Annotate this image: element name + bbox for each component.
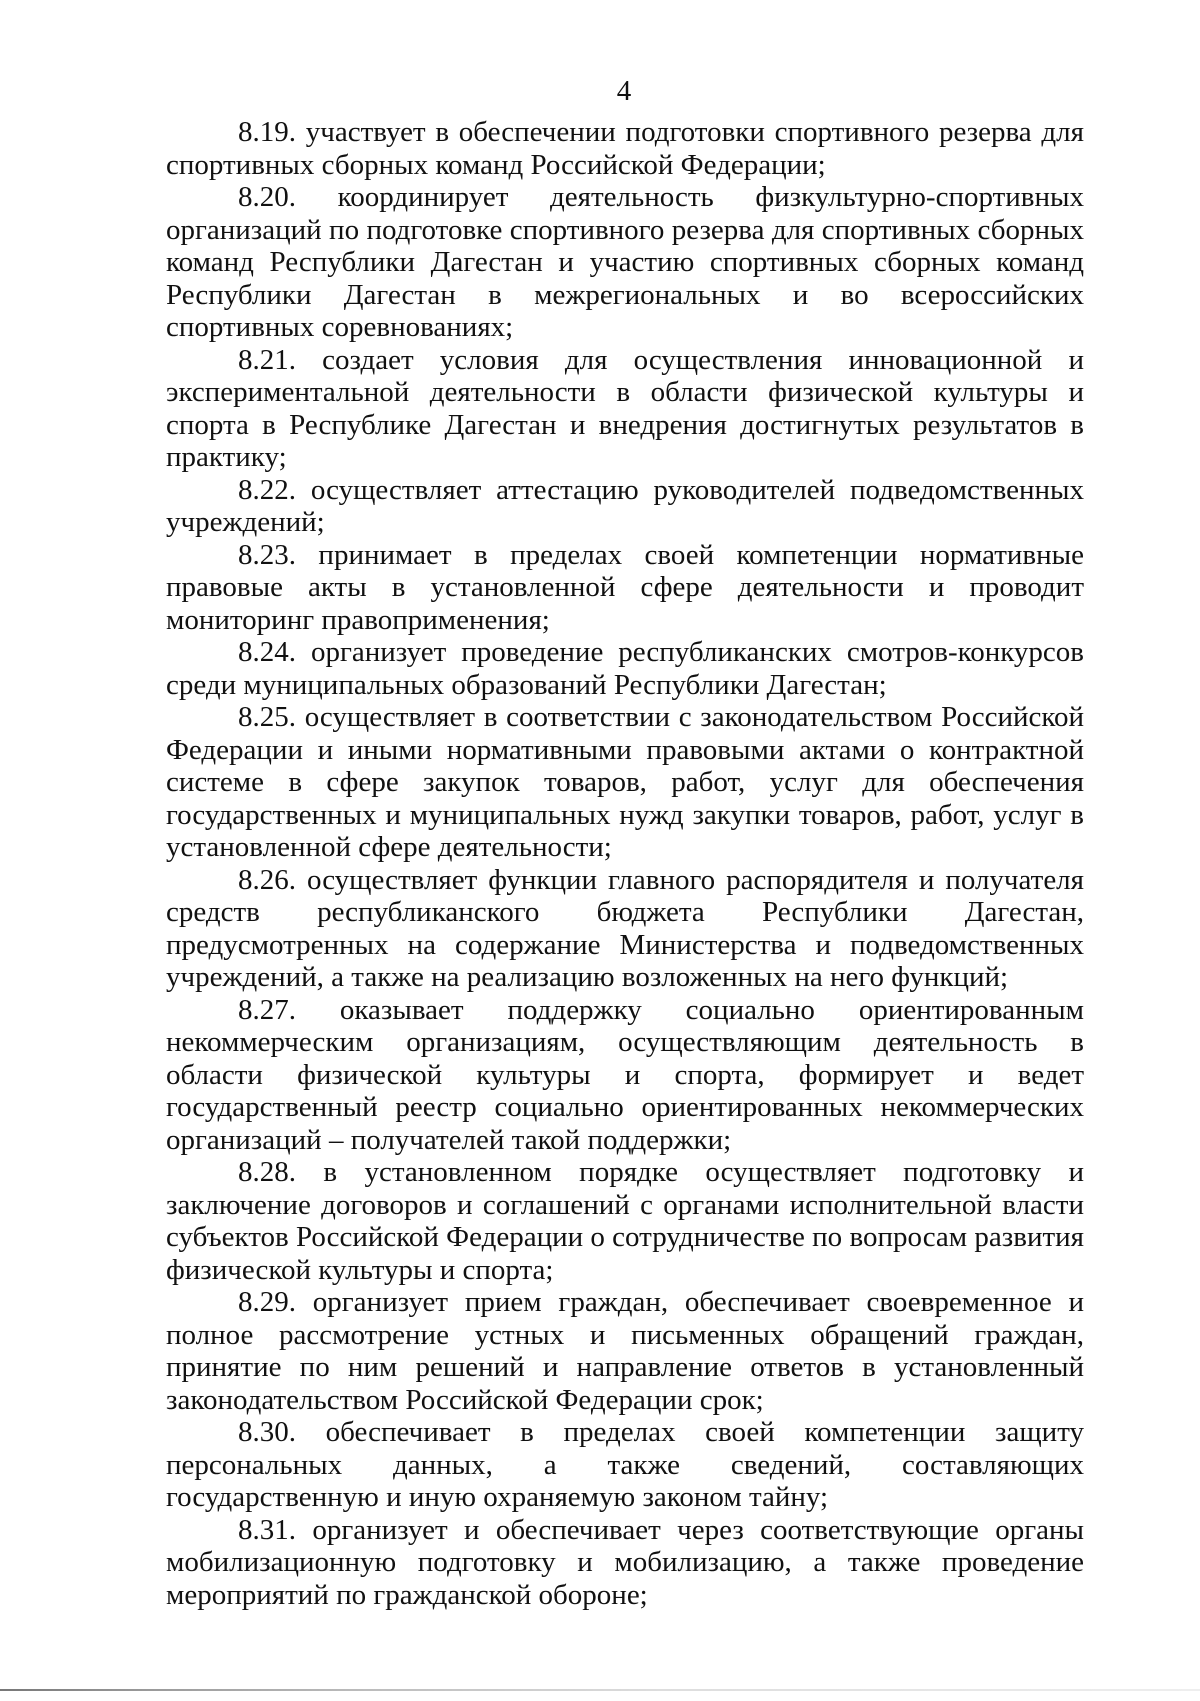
paragraph-8-22: 8.22. осуществляет аттестацию руководителей подведомственных учреждений; [166, 473, 1084, 538]
paragraph-8-20: 8.20. координирует деятельность физкультурно-спортивных организаций по подготовке спортивного резерва для спортивных сборных команд Республики Дагестан и участию спортивных сборных команд Республики Дагестан в межрегиональных и во всероссийских спортивных соревнованиях; [166, 181, 1084, 343]
paragraph-8-19: 8.19. участвует в обеспечении подготовки спортивного резерва для спортивных сборных команд Российской Федерации; [166, 116, 1084, 181]
paragraph-8-21: 8.21. создает условия для осуществления инновационной и экспериментальной деятельности в области физической культуры и спорта в Республике Дагестан и внедрения достигнутых результатов в практику; [166, 343, 1084, 473]
paragraph-8-31: 8.31. организует и обеспечивает через соответствующие органы мобилизационную подготовку и мобилизацию, а также проведение мероприятий по гражданской обороне; [166, 1513, 1084, 1611]
paragraph-8-26: 8.26. осуществляет функции главного распорядителя и получателя средств республиканского бюджета Республики Дагестан, предусмотренных на содержание Министерства и подведомственных учреждений, а также на реализацию возложенных на него функций; [166, 863, 1084, 993]
scan-edge-line [0, 1689, 1200, 1691]
document-body [166, 116, 1084, 1611]
paragraph-8-29: 8.29. организует прием граждан, обеспечивает своевременное и полное рассмотрение устных и письменных обращений граждан, принятие по ним решений и направление ответов в установленный законодательством Российской Федерации срок; [166, 1286, 1084, 1416]
paragraph-8-23: 8.23. принимает в пределах своей компетенции нормативные правовые акты в установленной сфере деятельности и проводит мониторинг правоприменения; [166, 538, 1084, 636]
paragraph-8-28: 8.28. в установленном порядке осуществляет подготовку и заключение договоров и соглашений с органами исполнительной власти субъектов Российской Федерации о сотрудничестве по вопросам развития физической культуры и спорта; [166, 1156, 1084, 1286]
paragraph-8-30: 8.30. обеспечивает в пределах своей компетенции защиту персональных данных, а также сведений, составляющих государственную и иную охраняемую законом тайну; [166, 1416, 1084, 1513]
paragraph-8-27: 8.27. оказывает поддержку социально ориентированным некоммерческим организациям, осуществляющим деятельность в области физической культуры и спорта, формирует и ведет государственный реестр социально ориентированных некоммерческих организаций – получателей такой поддержки; [166, 993, 1084, 1156]
page-number: 4 [616, 75, 632, 107]
paragraph-8-25: 8.25. осуществляет в соответствии с законодательством Российской Федерации и иными нормативными правовыми актами о контрактной системе в сфере закупок товаров, работ, услуг для обеспечения государственных и муниципальных нужд закупки товаров, работ, услуг в установленной сфере деятельности; [166, 701, 1084, 863]
paragraph-8-24: 8.24. организует проведение республиканских смотров-конкурсов среди муниципальных образований Республики Дагестан; [166, 636, 1084, 701]
